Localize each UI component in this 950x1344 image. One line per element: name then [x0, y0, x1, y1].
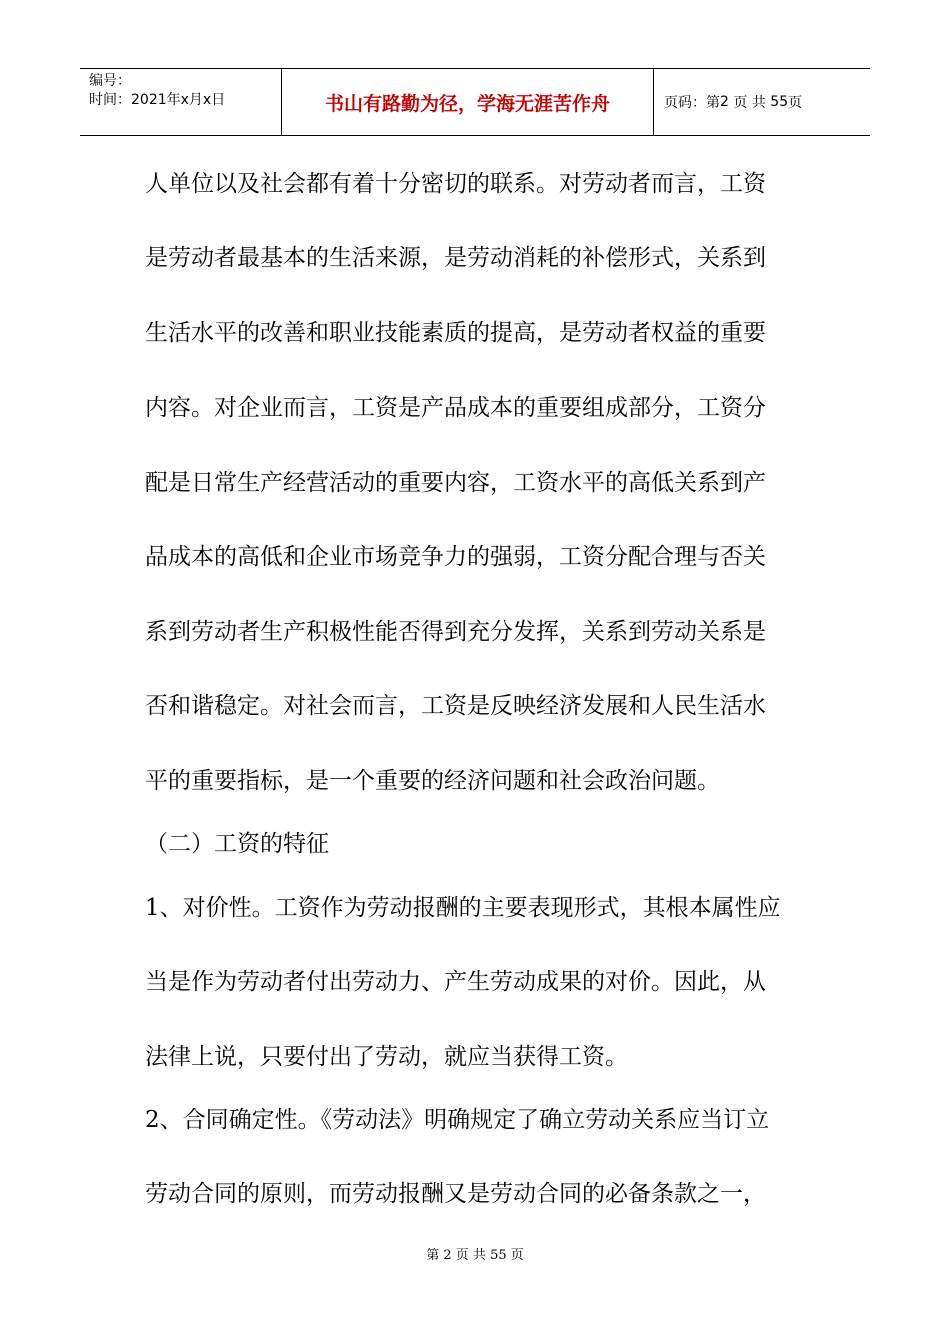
- header-meta: [80, 69, 282, 135]
- page-footer: [0, 1244, 950, 1263]
- footer-page-current: 2: [443, 1248, 452, 1263]
- footer-suffix: 页: [510, 1248, 524, 1263]
- header-page-mid: 页 共: [733, 95, 766, 111]
- body-line: 法律上说，只要付出了劳动，就应当获得工资。: [145, 1044, 628, 1070]
- footer-prefix: 第: [426, 1248, 440, 1263]
- body-line: 品成本的高低和企业市场竞争力的强弱，工资分配合理与否关: [145, 544, 766, 570]
- body-line: 生活水平的改善和职业技能素质的提高，是劳动者权益的重要: [145, 320, 766, 346]
- body-line: 配是日常生产经营活动的重要内容，工资水平的高低关系到产: [145, 470, 766, 496]
- body-line: 是劳动者最基本的生活来源，是劳动消耗的补偿形式，关系到: [145, 245, 766, 271]
- header-page-indicator: [654, 69, 870, 135]
- section-heading: （二）工资的特征: [145, 831, 329, 857]
- footer-page-total: 55: [490, 1248, 507, 1263]
- page-header: [80, 68, 870, 136]
- document-time-label: 时间：2021年x月x日: [89, 92, 226, 108]
- header-motto: 书山有路勤为径，学海无涯苦作舟: [282, 69, 654, 135]
- header-page-total: 55: [770, 94, 789, 110]
- footer-mid: 页 共: [455, 1248, 486, 1263]
- body-line: 劳动合同的原则，而劳动报酬又是劳动合同的必备条款之一，: [145, 1181, 766, 1207]
- header-page-suffix: 页: [788, 95, 803, 111]
- body-line: 系到劳动者生产积极性能否得到充分发挥，关系到劳动关系是: [145, 619, 766, 645]
- body-line: 当是作为劳动者付出劳动力、产生劳动成果的对价。因此，从: [145, 969, 766, 995]
- header-page-current: 2: [720, 94, 729, 110]
- body-line: 2、合同确定性。《劳动法》明确规定了确立劳动关系应当订立: [145, 1107, 770, 1133]
- body-line: 人单位以及社会都有着十分密切的联系。对劳动者而言，工资: [145, 171, 766, 197]
- body-line: 1、对价性。工资作为劳动报酬的主要表现形式，其根本属性应: [145, 895, 781, 921]
- body-line: 平的重要指标，是一个重要的经济问题和社会政治问题。: [145, 768, 720, 794]
- body-line: 否和谐稳定。对社会而言，工资是反映经济发展和人民生活水: [145, 693, 766, 719]
- header-page-label: 页码：第: [664, 95, 720, 111]
- body-line: 内容。对企业而言，工资是产品成本的重要组成部分，工资分: [145, 395, 766, 421]
- document-number-label: 编号：: [89, 73, 131, 89]
